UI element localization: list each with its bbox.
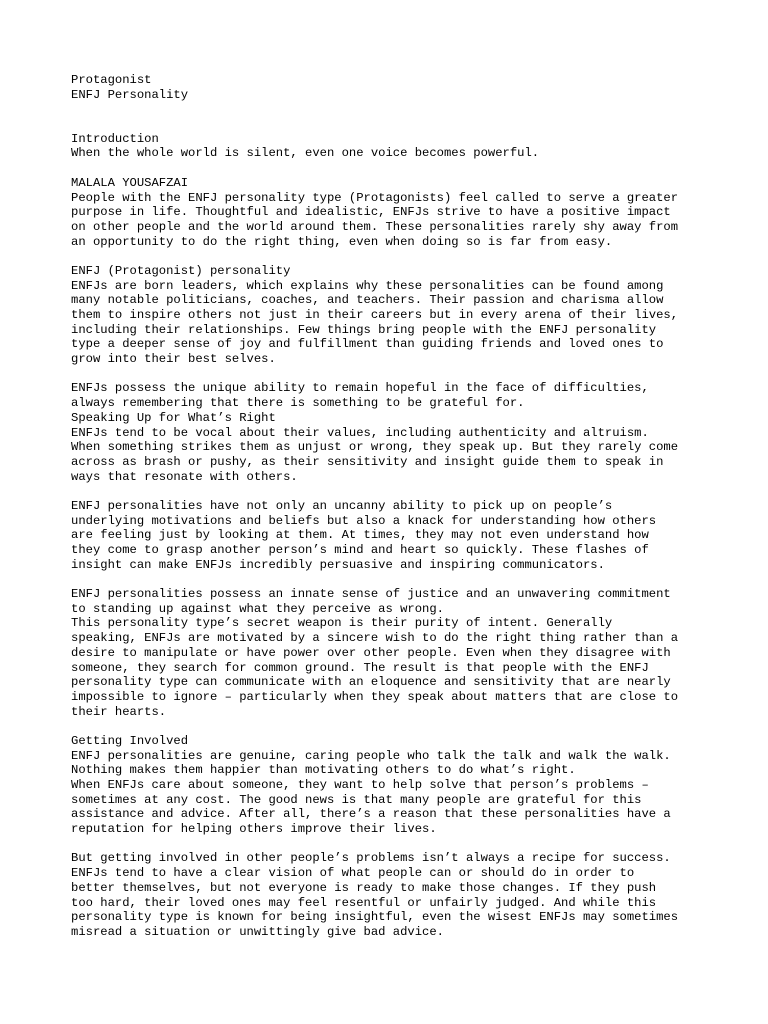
text-line: better themselves, but not everyone is ready to make those changes. If they push [71,880,657,895]
text-line: speaking, ENFJs are motivated by a sincere wish to do the right thing rather than a [71,631,679,646]
paragraph [71,499,711,572]
document-page [71,73,711,940]
text-line: too hard, their loved ones may feel resentful or unfairly judged. And while this [71,895,657,910]
paragraph-gap [71,484,711,499]
text-line: assistance and advice. After all, there’s a reason that these personalities have a [71,807,671,822]
text-line: When the whole world is silent, even one voice becomes powerful. [71,146,540,161]
text-line: misread a situation or unwittingly give bad advice. [71,924,444,939]
text-line: someone, they search for common ground. The result is that people with the ENFJ [71,660,649,675]
text-line: But getting involved in other people’s problems isn’t always a recipe for success. [71,851,671,866]
text-line: on other people and the world around them. These personalities rarely shy away from [71,219,679,234]
text-line: they come to grasp another person’s mind and heart so quickly. These flashes of [71,543,649,558]
text-line: ways that resonate with others. [71,469,298,484]
paragraph [71,734,711,837]
text-line: When something strikes them as unjust or wrong, they speak up. But they rarely come [71,440,679,455]
text-line: When ENFJs care about someone, they want to help solve that person’s problems – [71,778,649,793]
text-line: always remembering that there is something to be grateful for. [71,396,525,411]
text-line: many notable politicians, coaches, and teachers. Their passion and charisma allow [71,293,664,308]
text-line: MALALA YOUSAFZAI [71,175,189,190]
spacer [71,102,711,131]
text-line: are feeling just by looking at them. At times, they may not even understand how [71,528,649,543]
text-line: reputation for helping others improve their lives. [71,822,437,837]
text-line: their hearts. [71,704,167,719]
text-line: desire to manipulate or have power over other people. Even when they disagree with [71,645,671,660]
text-line: an opportunity to do the right thing, even when doing so is far from easy. [71,234,613,249]
text-line: ENFJ personalities have not only an uncanny ability to pick up on people’s [71,498,613,513]
text-line: This personality type’s secret weapon is their purity of intent. Generally [71,616,613,631]
text-line: impossible to ignore – particularly when they speak about matters that are close to [71,689,679,704]
text-line: ENFJs tend to have a clear vision of what people can or should do in order to [71,866,635,881]
text-line: sometimes at any cost. The good news is that many people are grateful for this [71,792,642,807]
paragraph-gap [71,249,711,264]
text-line: type a deeper sense of joy and fulfillment than guiding friends and loved ones to [71,337,664,352]
text-line: purpose in life. Thoughtful and idealistic, ENFJs strive to have a positive impact [71,205,671,220]
text-line: ENFJs are born leaders, which explains why these personalities can be found among [71,278,664,293]
text-line: personality type is known for being insightful, even the wisest ENFJs may sometimes [71,910,679,925]
text-line: ENFJ (Protagonist) personality [71,263,291,278]
text-line: ENFJ personalities possess an innate sense of justice and an unwavering commitment [71,587,671,602]
doc-title: Protagonist [71,73,152,87]
text-line: them to inspire others not just in their careers but in every arena of their lives, [71,308,679,323]
text-line: underlying motivations and beliefs but also a knack for understanding how others [71,513,657,528]
doc-subtitle: ENFJ Personality [71,87,189,102]
paragraph [71,176,711,249]
text-line: ENFJs tend to be vocal about their values, including authenticity and altruism. [71,425,649,440]
text-line: People with the ENFJ personality type (Protagonists) feel called to serve a greater [71,190,679,205]
text-line: ENFJs possess the unique ability to remain hopeful in the face of difficulties, [71,381,649,396]
paragraph-gap [71,837,711,852]
text-line: including their relationships. Few things bring people with the ENFJ personality [71,322,657,337]
text-line: ENFJ personalities are genuine, caring people who talk the talk and walk the walk. [71,748,671,763]
text-line: to standing up against what they perceive as wrong. [71,601,444,616]
text-line: insight can make ENFJs incredibly persuasive and inspiring communicators. [71,557,605,572]
paragraph-gap [71,719,711,734]
paragraph [71,587,711,719]
paragraph [71,381,711,484]
paragraph [71,851,711,939]
text-line: Nothing makes them happier than motivating others to do what’s right. [71,763,576,778]
paragraph-gap [71,367,711,382]
text-line: personality type can communicate with an eloquence and sensitivity that are nearly [71,675,671,690]
paragraph [71,132,711,161]
paragraph-gap [71,161,711,176]
text-line: Getting Involved [71,733,189,748]
document-body [71,132,711,940]
text-line: across as brash or pushy, as their sensitivity and insight guide them to speak in [71,454,664,469]
text-line: grow into their best selves. [71,352,276,367]
paragraph [71,264,711,367]
text-line: Speaking Up for What’s Right [71,410,276,425]
paragraph-gap [71,572,711,587]
text-line: Introduction [71,131,159,146]
